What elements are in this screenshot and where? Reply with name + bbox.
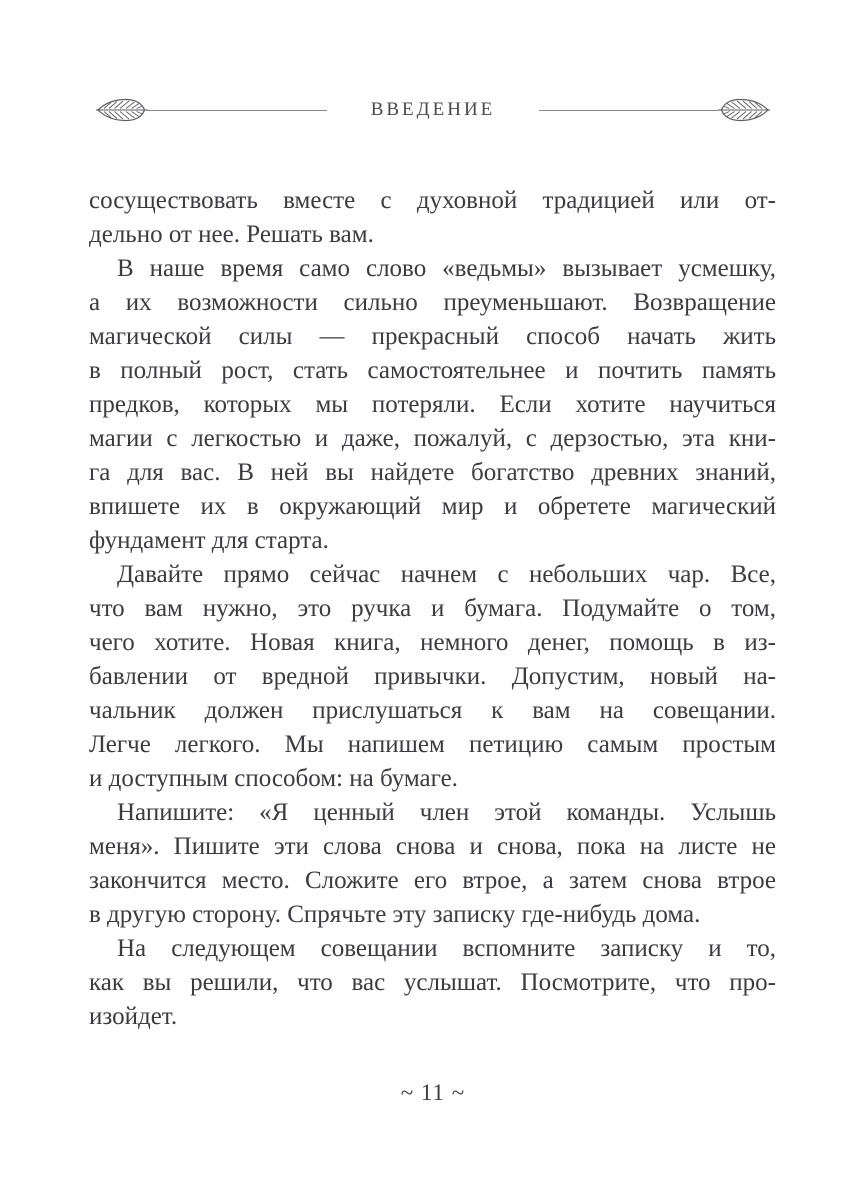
paragraph	[89, 558, 776, 796]
text-line: бавлении от вредной привычки. Допустим, новый на-	[89, 663, 776, 690]
paragraph	[89, 252, 776, 558]
text-line: В наше время само слово «ведьмы» вызывает усмешку,	[117, 255, 776, 282]
header-rule-right	[539, 110, 719, 111]
paragraph	[89, 184, 776, 252]
text-line: чальник должен прислушаться к вам на совещании.	[89, 697, 776, 724]
leaf-arrow-left-icon	[96, 96, 327, 124]
text-line: и доступным способом: на бумаге.	[89, 765, 458, 792]
paragraph	[89, 796, 776, 932]
text-line: Давайте прямо сейчас начнем с небольших чар. Все,	[117, 561, 776, 588]
text-line: На следующем совещании вспомните записку и то,	[117, 935, 776, 962]
page-body	[89, 184, 776, 1034]
text-line: как вы решили, что вас услышат. Посмотрите, что про-	[89, 969, 776, 996]
text-line: магии с легкостью и даже, пожалуй, с дерзостью, эта кни-	[89, 425, 776, 452]
text-line: фундамент для старта.	[89, 527, 329, 554]
text-line: что вам нужно, это ручка и бумага. Подумайте о том,	[89, 595, 776, 622]
text-line: а их возможности сильно преуменьшают. Возвращение	[89, 289, 776, 316]
header-rule-left	[147, 110, 327, 111]
text-line: га для вас. В ней вы найдете богатство древних знаний,	[89, 459, 776, 486]
text-line: Напишите: «Я ценный член этой команды. Услышь	[117, 799, 776, 826]
paragraph	[89, 932, 776, 1034]
text-line: в полный рост, стать самостоятельнее и почтить память	[89, 357, 776, 384]
text-line: сосуществовать вместе с духовной традицией или от-	[89, 187, 776, 214]
page-number: ~ 11 ~	[400, 1080, 466, 1105]
leaf-arrow-right-icon	[539, 96, 770, 124]
text-line: в другую сторону. Спрячьте эту записку где-нибудь дома.	[89, 901, 701, 928]
text-line: меня». Пишите эти слова снова и снова, пока на листе не	[89, 833, 776, 860]
chapter-title: ВВЕДЕНИЕ	[370, 99, 496, 120]
text-line: чего хотите. Новая книга, немного денег, помощь в из-	[89, 629, 776, 656]
text-line: магической силы — прекрасный способ начать жить	[89, 323, 776, 350]
text-line: дельно от нее. Решать вам.	[89, 221, 374, 248]
chapter-header	[0, 96, 866, 124]
text-line: предков, которых мы потеряли. Если хотите научиться	[89, 391, 776, 418]
page-footer	[0, 1080, 866, 1106]
text-line: закончится место. Сложите его втрое, а затем снова втрое	[89, 867, 776, 894]
text-line: впишете их в окружающий мир и обретете магический	[89, 493, 776, 520]
text-line: Легче легкого. Мы напишем петицию самым простым	[89, 731, 776, 758]
text-line: изойдет.	[89, 1003, 178, 1030]
